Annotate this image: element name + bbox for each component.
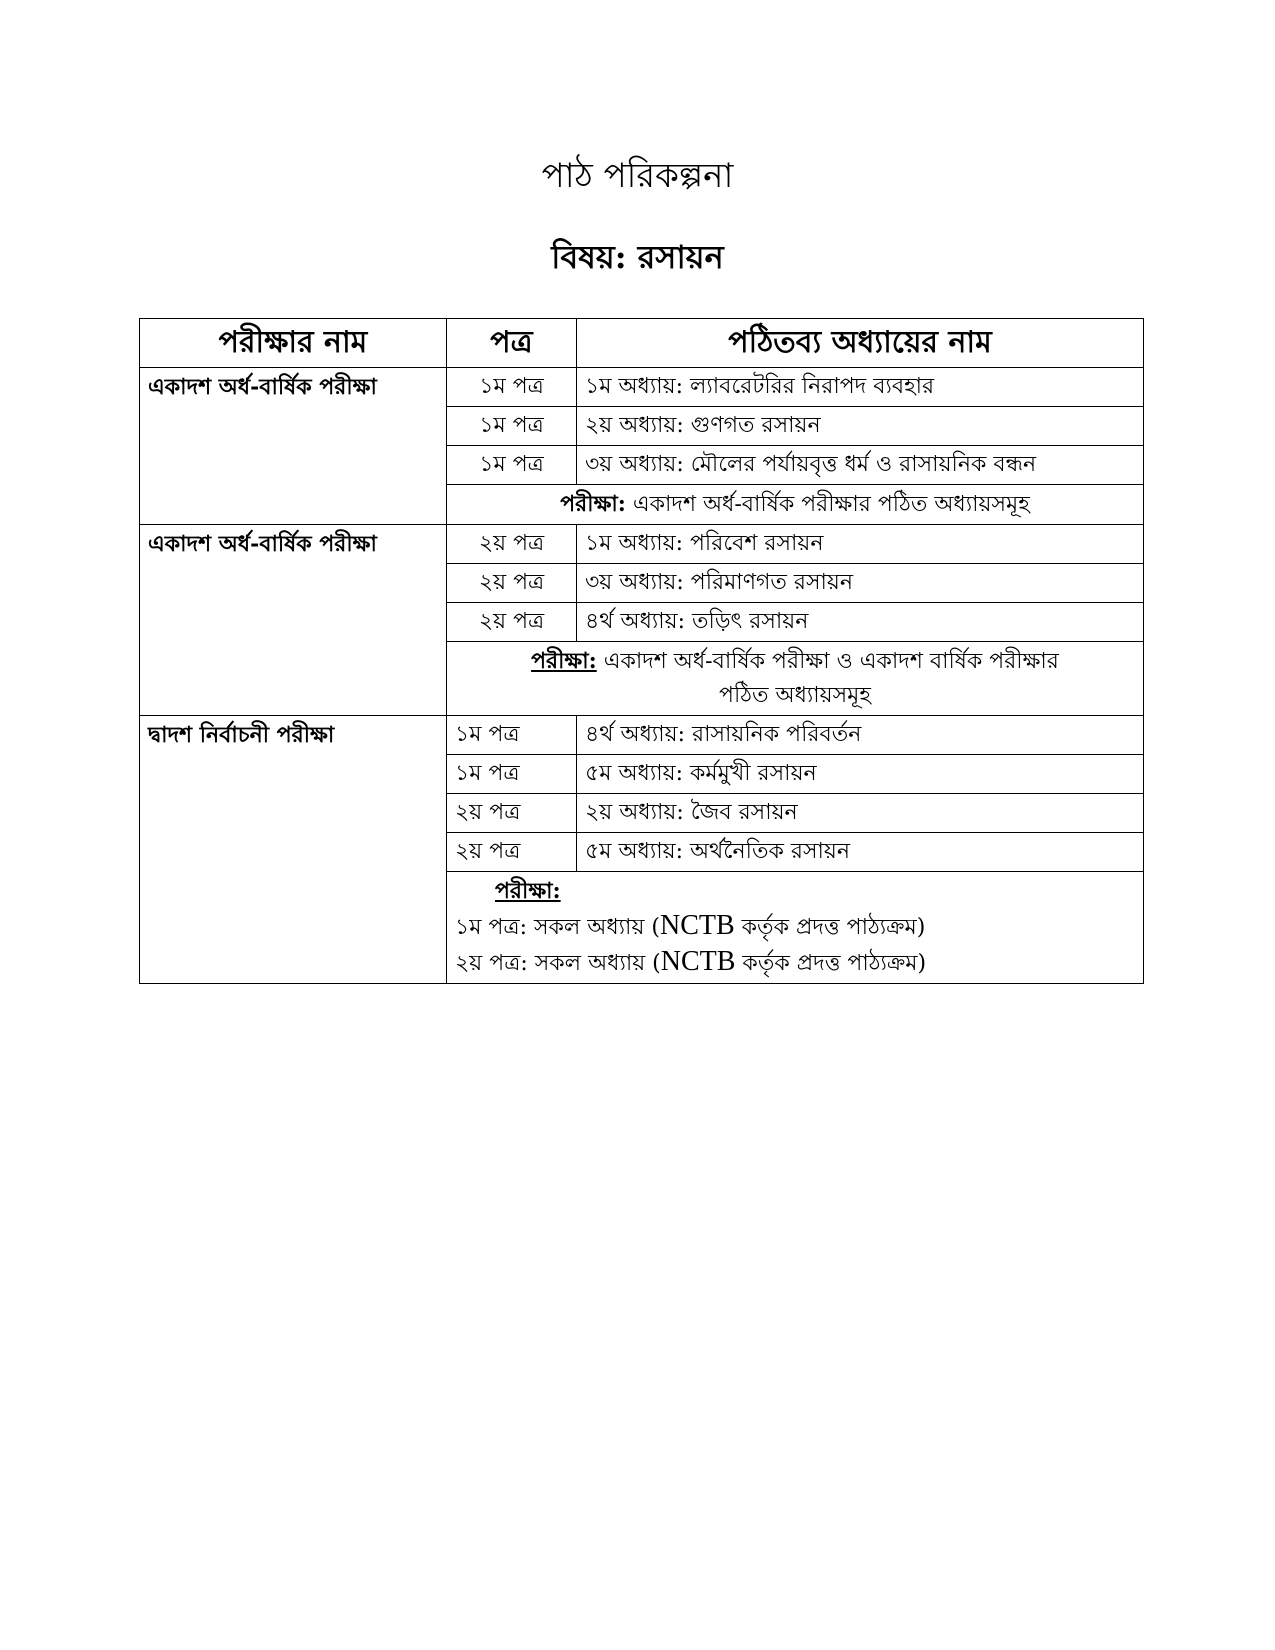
chapter-cell: ৩য় অধ্যায়: মৌলের পর্যায়বৃত্ত ধর্ম ও রাসায়নিক বন্ধন [577,446,1144,485]
paper-cell: ১ম পত্র [447,368,577,407]
paper-cell: ২য় পত্র [447,833,577,872]
paper-cell: ১ম পত্র [447,446,577,485]
table-row [140,525,1144,564]
exam-note-text: একাদশ অর্ধ-বার্ষিক পরীক্ষার পঠিত অধ্যায়সমূহ [625,492,1030,517]
exam-name-cell: দ্বাদশ নির্বাচনী পরীক্ষা [140,716,447,984]
chapter-cell: ২য় অধ্যায়: জৈব রসায়ন [577,794,1144,833]
chapter-cell: ৪র্থ অধ্যায়: রাসায়নিক পরিবর্তন [577,716,1144,755]
note-prefix: ১ম পত্র: সকল অধ্যায় ( [455,915,660,940]
chapter-cell: ৩য় অধ্যায়: পরিমাণগত রসায়ন [577,564,1144,603]
nctb-text: NCTB [660,946,736,977]
exam-note-label: পরীক্ষা: [495,878,561,904]
paper-cell: ১ম পত্র [447,755,577,794]
exam-note-line [455,909,1135,945]
header-exam-name: পরীক্ষার নাম [140,319,447,368]
paper-cell: ২য় পত্র [447,794,577,833]
exam-note-line [455,644,1135,679]
paper-cell: ২য় পত্র [447,603,577,642]
exam-note-line: পঠিত অধ্যায়সমূহ [719,683,871,708]
note-suffix: কর্তৃক প্রদত্ত পাঠ্যক্রম) [735,951,927,976]
exam-note-cell [447,485,1144,525]
paper-cell: ১ম পত্র [447,407,577,446]
table-row [140,368,1144,407]
chapter-cell: ৫ম অধ্যায়: কর্মমুখী রসায়ন [577,755,1144,794]
exam-note-line [455,874,1135,909]
nctb-text: NCTB [659,910,735,941]
note-suffix: কর্তৃক প্রদত্ত পাঠ্যক্রম) [734,915,926,940]
lesson-plan-table [139,318,1144,984]
exam-note-text: একাদশ অর্ধ-বার্ষিক পরীক্ষা ও একাদশ বার্ষিক পরীক্ষার [596,649,1059,674]
chapter-cell: ২য় অধ্যায়: গুণগত রসায়ন [577,407,1144,446]
page-title: পাঠ পরিকল্পনা [541,156,734,196]
paper-cell: ২য় পত্র [447,525,577,564]
exam-note-label: পরীক্ষা: [560,491,626,517]
exam-name-cell: একাদশ অর্ধ-বার্ষিক পরীক্ষা [140,525,447,716]
paper-cell: ২য় পত্র [447,564,577,603]
exam-note-line [455,945,1135,981]
table-row [140,716,1144,755]
chapter-cell: ৫ম অধ্যায়: অর্থনৈতিক রসায়ন [577,833,1144,872]
exam-note-label: পরীক্ষা: [531,648,597,674]
subject-heading: বিষয়: রসায়ন [551,238,724,276]
chapter-cell: ১ম অধ্যায়: ল্যাবরেটরির নিরাপদ ব্যবহার [577,368,1144,407]
exam-note-cell [447,872,1144,984]
exam-note-cell [447,642,1144,716]
exam-name-cell: একাদশ অর্ধ-বার্ষিক পরীক্ষা [140,368,447,525]
note-prefix: ২য় পত্র: সকল অধ্যায় ( [455,951,661,976]
table-header-row [140,319,1144,368]
paper-cell: ১ম পত্র [447,716,577,755]
header-chapters: পঠিতব্য অধ্যায়ের নাম [577,319,1144,368]
chapter-cell: ৪র্থ অধ্যায়: তড়িৎ রসায়ন [577,603,1144,642]
header-paper: পত্র [447,319,577,368]
chapter-cell: ১ম অধ্যায়: পরিবেশ রসায়ন [577,525,1144,564]
